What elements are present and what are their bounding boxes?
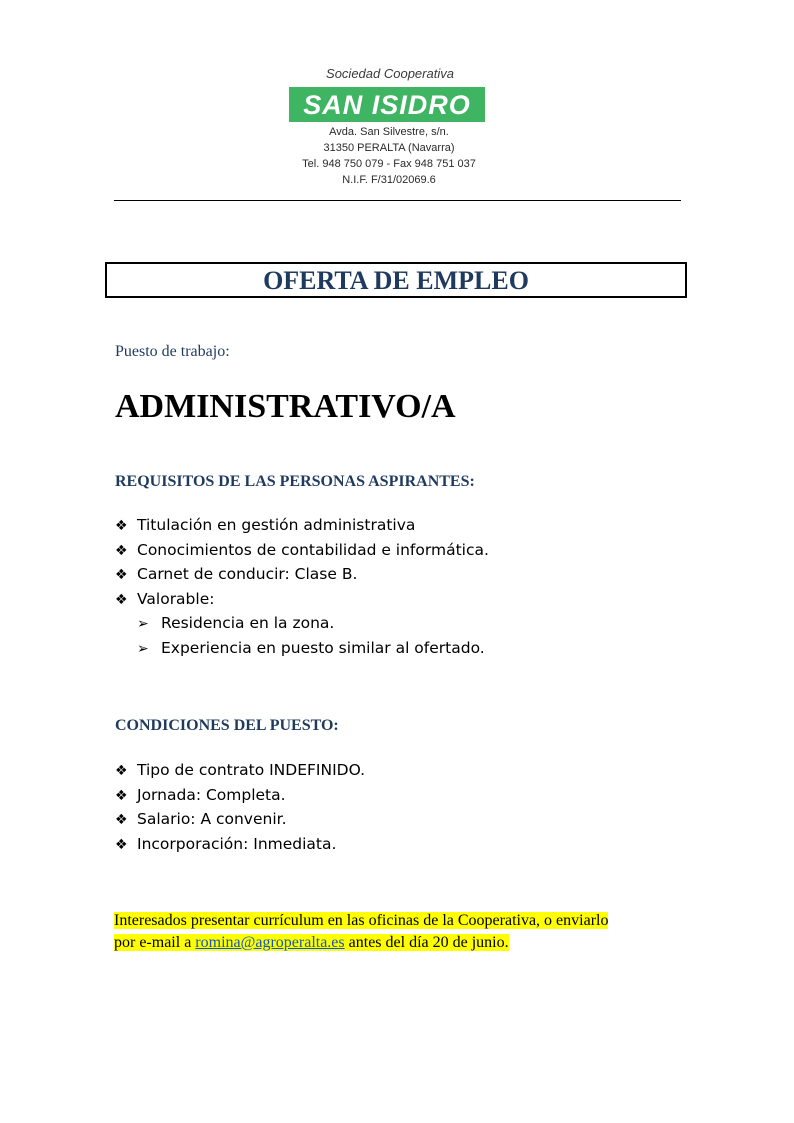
conditions-list — [115, 758, 365, 856]
page-title: OFERTA DE EMPLEO — [263, 266, 529, 295]
diamond-bullet-icon: ❖ — [115, 542, 128, 559]
diamond-bullet-icon: ❖ — [115, 518, 128, 534]
job-title: ADMINISTRATIVO/A — [115, 388, 456, 425]
address-line: Avda. San Silvestre, s/n. — [329, 126, 449, 138]
requirement-text: Titulación en gestión administrativa — [137, 516, 416, 534]
list-item — [115, 538, 489, 563]
condition-text: Jornada: Completa. — [137, 785, 286, 804]
condition-text: Incorporación: Inmediata. — [137, 834, 337, 853]
note-line-1: Interesados presentar currículum en las oficinas de la Cooperativa, o enviarlo — [114, 912, 609, 929]
requirement-text: Valorable: — [137, 589, 215, 608]
list-item — [115, 562, 489, 587]
requirements-heading: REQUISITOS DE LAS PERSONAS ASPIRANTES: — [115, 473, 475, 490]
condition-text: Salario: A convenir. — [137, 810, 287, 828]
address-line: Tel. 948 750 079 - Fax 948 751 037 — [302, 158, 476, 170]
sub-list-item — [115, 611, 489, 636]
list-item — [115, 783, 365, 808]
requirements-list — [115, 513, 489, 660]
arrow-bullet-icon: ➢ — [137, 616, 149, 632]
logo-subtitle: Sociedad Cooperativa — [326, 66, 454, 81]
requirement-text: Carnet de conducir: Clase B. — [137, 565, 358, 583]
logo-name: SAN ISIDRO — [303, 90, 471, 120]
email-link[interactable]: romina@agroperalta.es — [195, 934, 345, 951]
application-note — [114, 910, 694, 954]
diamond-bullet-icon: ❖ — [115, 567, 128, 583]
condition-text: Tipo de contrato INDEFINIDO. — [137, 761, 366, 779]
requirement-text: Conocimientos de contabilidad e informática. — [137, 540, 489, 559]
list-item — [115, 832, 365, 857]
list-item — [115, 587, 489, 612]
title-box — [105, 262, 687, 298]
note-line-2 — [114, 934, 509, 951]
sub-requirement-text: Experiencia en puesto similar al ofertado. — [161, 638, 485, 657]
sub-list-item — [115, 636, 489, 661]
arrow-bullet-icon: ➢ — [137, 640, 149, 657]
address-line: N.I.F. F/31/02069.6 — [342, 174, 436, 186]
conditions-heading: CONDICIONES DEL PUESTO: — [115, 717, 339, 734]
sub-requirement-text: Residencia en la zona. — [161, 614, 335, 632]
diamond-bullet-icon: ❖ — [115, 591, 128, 608]
note-text: antes del día 20 de junio. — [344, 934, 509, 951]
note-text: por e-mail a — [114, 934, 196, 951]
diamond-bullet-icon: ❖ — [115, 763, 128, 779]
list-item — [115, 513, 489, 538]
list-item — [115, 807, 365, 832]
diamond-bullet-icon: ❖ — [115, 836, 128, 853]
diamond-bullet-icon: ❖ — [115, 812, 128, 828]
job-label: Puesto de trabajo: — [115, 343, 230, 360]
diamond-bullet-icon: ❖ — [115, 787, 128, 804]
company-address — [284, 124, 494, 188]
address-line: 31350 PERALTA (Navarra) — [323, 142, 455, 154]
list-item — [115, 758, 365, 783]
header-divider — [114, 200, 681, 201]
